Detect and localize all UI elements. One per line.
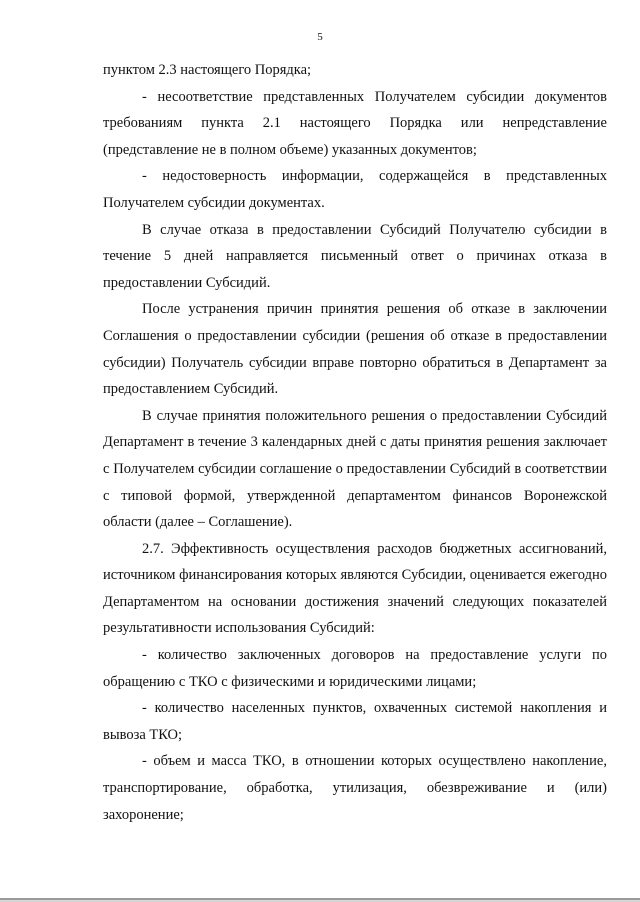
paragraph-refusal-response: В случае отказа в предоставлении Субсидий Получателю субсидии в течение 5 дней направляется письменный ответ о причинах отказа в предоставлении Субсидий.: [103, 221, 607, 291]
page-number: 5: [317, 31, 323, 43]
document-body: [103, 57, 607, 828]
list-item-settlements-count: - количество населенных пунктов, охваченных системой накопления и вывоза ТКО;: [103, 700, 607, 743]
list-item-contracts-count: - количество заключенных договоров на предоставление услуги по обращению с ТКО с физическими и юридическими лицами;: [103, 647, 607, 690]
list-item-mismatch-documents: - несоответствие представленных Получателем субсидии документов требованиям пункта 2.1 настоящего Порядка или непредставление (представление не в полном объеме) указанных документов;: [103, 88, 607, 158]
paragraph-reapplication: После устранения причин принятия решения об отказе в заключении Соглашения о предоставлении субсидии (решения об отказе в предоставлении субсидии) Получатель субсидии вправе повторно обратиться в Департамент за предоставлением Субсидий.: [103, 301, 607, 398]
list-item-unreliable-information: - недостоверность информации, содержащейся в представленных Получателем субсидии документах.: [103, 168, 607, 211]
paragraph-agreement-conclusion: В случае принятия положительного решения о предоставлении Субсидий Департамент в течение 3 календарных дней с даты принятия решения заключает с Получателем субсидии соглашение о предоставлении Субсидий в соответствии с типовой формой, утвержденной департаментом финансов Воронежской области (далее – Соглашение).: [103, 407, 607, 531]
section-2-7-efficiency: 2.7. Эффективность осуществления расходов бюджетных ассигнований, источником финансирования которых являются Субсидии, оценивается ежегодно Департаментом на основании достижения значений следующих показателей результативности использования Субсидий:: [103, 540, 607, 637]
list-item-tko-volume: - объем и масса ТКО, в отношении которых осуществлено накопление, транспортирование, обработка, утилизация, обезвреживание и (или) захоронение;: [103, 753, 607, 823]
paragraph-continuation: пунктом 2.3 настоящего Порядка;: [103, 62, 312, 78]
